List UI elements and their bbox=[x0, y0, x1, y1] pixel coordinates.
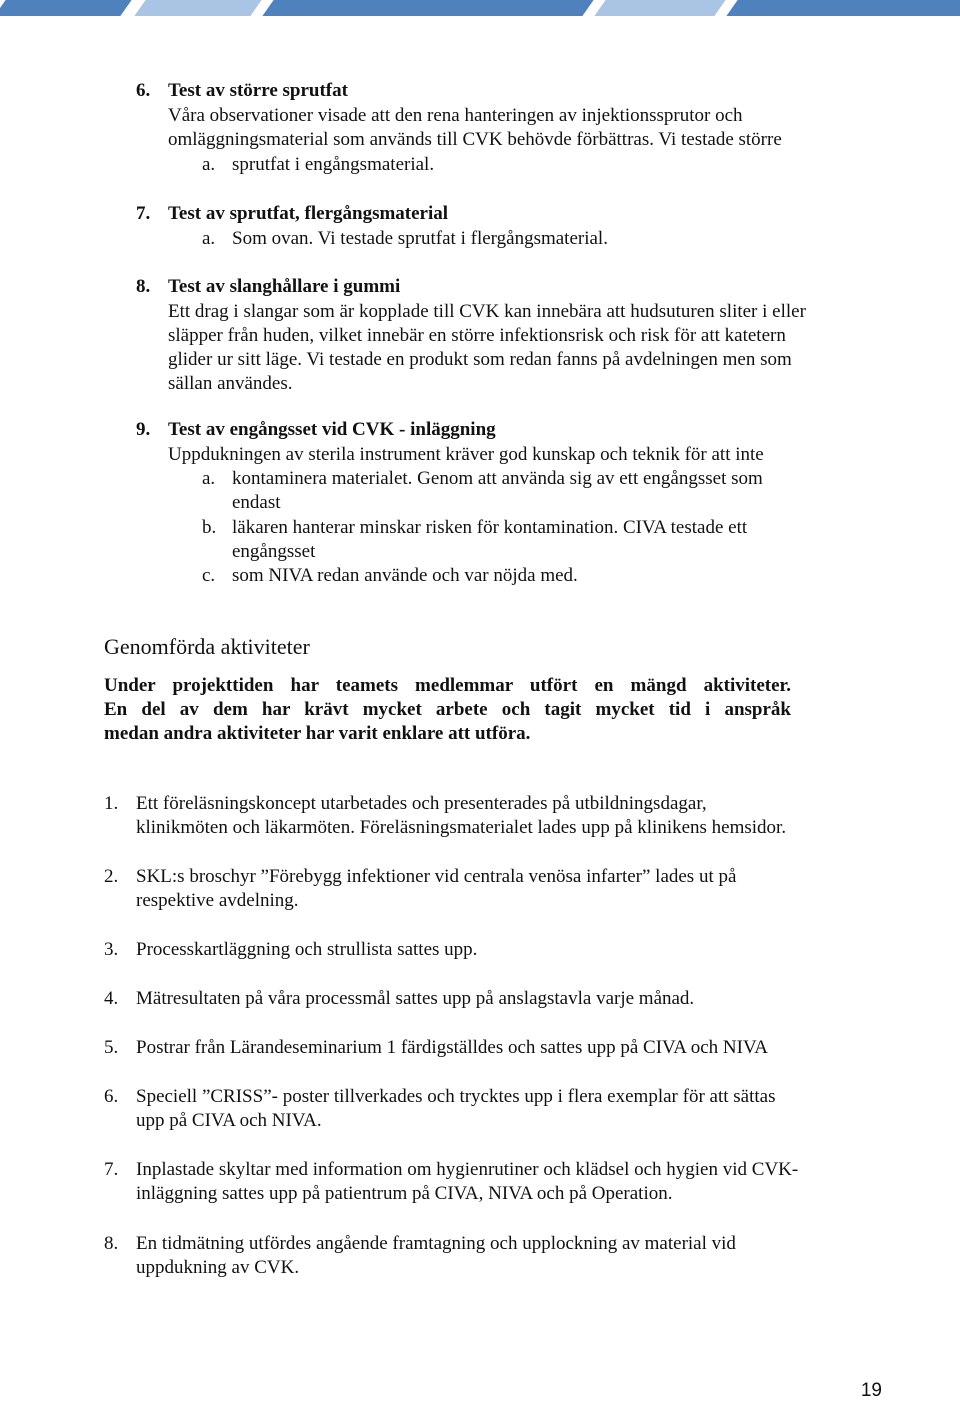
activity-number: 1. bbox=[104, 793, 119, 814]
intro-text: Under projekttiden har teamets medlemmar utfört en mängd aktiviteter. bbox=[104, 675, 791, 696]
subitem-text: som NIVA redan använde och var nöjda med. bbox=[232, 565, 578, 586]
activity-text: Ett föreläsningskoncept utarbetades och presenterades på utbildningsdagar, bbox=[136, 793, 707, 814]
subitem-label: a. bbox=[202, 228, 216, 249]
intro-text: En del av dem har krävt mycket arbete och tagit mycket tid i anspråk bbox=[104, 699, 791, 720]
activity-text: Mätresultaten på våra processmål sattes upp på anslagstavla varje månad. bbox=[136, 988, 695, 1009]
activity-number: 4. bbox=[104, 988, 119, 1009]
banner-stripe bbox=[726, 0, 960, 16]
activity-text: Inplastade skyltar med information om hygienrutiner och klädsel och hygien vid CVK- bbox=[136, 1159, 799, 1180]
item-number: 9. bbox=[136, 419, 151, 440]
activity-number: 5. bbox=[104, 1037, 119, 1058]
item-text: sällan användes. bbox=[168, 373, 293, 394]
item-text: Uppdukningen av sterila instrument kräver god kunskap och teknik för att inte bbox=[168, 444, 764, 465]
subitem-text: engångsset bbox=[232, 541, 316, 562]
subitem-label: b. bbox=[202, 517, 217, 538]
activity-text: SKL:s broschyr ”Förebygg infektioner vid centrala venösa infarter” lades ut på bbox=[136, 866, 737, 887]
activity-number: 2. bbox=[104, 866, 119, 887]
page-number: 19 bbox=[860, 1380, 882, 1401]
activity-number: 8. bbox=[104, 1233, 119, 1254]
activity-text: uppdukning av CVK. bbox=[136, 1257, 300, 1278]
activity-number: 7. bbox=[104, 1159, 119, 1180]
item-text: Våra observationer visade att den rena hanteringen av injektionssprutor och bbox=[168, 105, 743, 126]
item-text: glider ur sitt läge. Vi testade en produkt som redan fanns på avdelningen men som bbox=[168, 349, 792, 370]
activity-text: upp på CIVA och NIVA. bbox=[136, 1110, 322, 1131]
activity-text: klinikmöten och läkarmöten. Föreläsningsmaterialet lades upp på klinikens hemsidor. bbox=[136, 817, 787, 838]
top-banner bbox=[0, 0, 960, 18]
activity-number: 3. bbox=[104, 939, 119, 960]
intro-text: medan andra aktiviteter har varit enklare att utföra. bbox=[104, 723, 531, 744]
item-text: släpper från huden, vilket innebär en större infektionsrisk och risk för att katetern bbox=[168, 325, 786, 346]
subitem-text: Som ovan. Vi testade sprutfat i flergångsmaterial. bbox=[232, 228, 608, 249]
item-number: 6. bbox=[136, 80, 151, 101]
activity-number: 6. bbox=[104, 1086, 119, 1107]
subitem-label: c. bbox=[202, 565, 216, 586]
banner-stripe bbox=[262, 0, 593, 16]
subitem-text: kontaminera materialet. Genom att använda sig av ett engångsset som bbox=[232, 468, 763, 489]
subitem-text: läkaren hanterar minskar risken för kontamination. CIVA testade ett bbox=[232, 517, 748, 538]
activity-text: Speciell ”CRISS”- poster tillverkades och trycktes upp i flera exemplar för att sättas bbox=[136, 1086, 776, 1107]
section-heading: Genomförda aktiviteter bbox=[104, 634, 310, 659]
activity-text: Processkartläggning och strullista sattes upp. bbox=[136, 939, 478, 960]
item-title: Test av slanghållare i gummi bbox=[168, 276, 401, 297]
item-text: Ett drag i slangar som är kopplade till CVK kan innebära att hudsuturen sliter i eller bbox=[168, 301, 806, 322]
banner-stripe bbox=[134, 0, 261, 16]
subitem-text: endast bbox=[232, 492, 281, 513]
subitem-label: a. bbox=[202, 468, 216, 489]
item-text: omläggningsmaterial som används till CVK behövde förbättras. Vi testade större bbox=[168, 129, 782, 150]
subitem-label: a. bbox=[202, 154, 216, 175]
item-title: Test av engångsset vid CVK - inläggning bbox=[168, 419, 496, 440]
activity-text: inläggning sattes upp på patientrum på CIVA, NIVA och på Operation. bbox=[136, 1183, 673, 1204]
activity-text: Postrar från Lärandeseminarium 1 färdigställdes och sattes upp på CIVA och NIVA bbox=[136, 1037, 768, 1058]
banner-stripe bbox=[0, 0, 132, 16]
activity-text: respektive avdelning. bbox=[136, 890, 299, 911]
activity-text: En tidmätning utfördes angående framtagning och upplockning av material vid bbox=[136, 1233, 736, 1254]
item-title: Test av sprutfat, flergångsmaterial bbox=[168, 203, 449, 224]
item-number: 8. bbox=[136, 276, 151, 297]
item-number: 7. bbox=[136, 203, 151, 224]
item-title: Test av större sprutfat bbox=[168, 80, 348, 101]
subitem-text: sprutfat i engångsmaterial. bbox=[232, 154, 435, 175]
banner-stripe bbox=[594, 0, 725, 16]
